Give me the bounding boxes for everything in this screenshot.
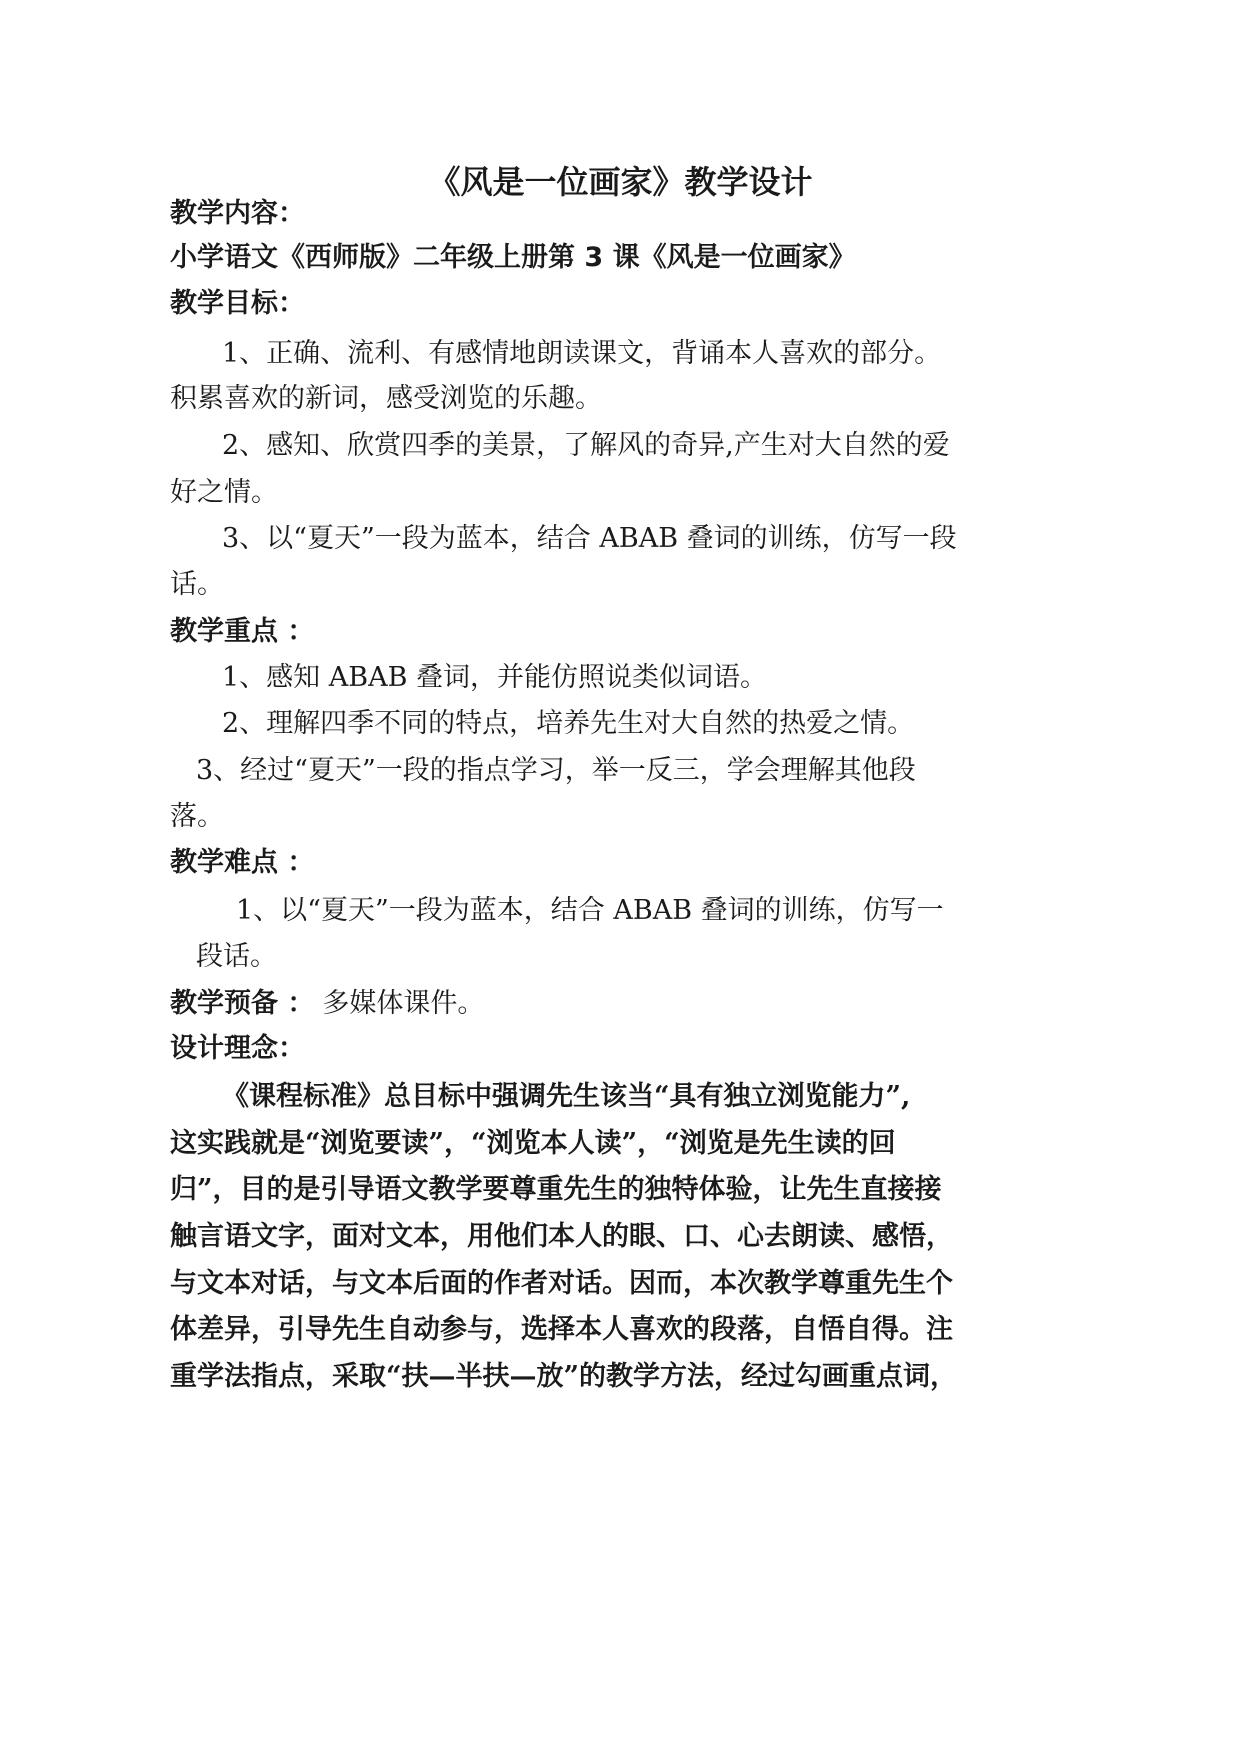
goal-line: 3、以“夏天”一段为蓝本，结合 ABAB 叠词的训练，仿写一段 (222, 523, 957, 554)
concept-line: 归”，目的是引导语文教学要尊重先生的独特体验，让先生直接接 (170, 1174, 942, 1205)
section-heading-key-points: 教学重点 ： (170, 616, 315, 647)
goal-line: 积累喜欢的新词，感受浏览的乐趣。 (170, 383, 602, 414)
concept-line: 与文本对话，与文本后面的作者对话。因而，本次教学尊重先生个 (170, 1268, 953, 1299)
concept-line: 体差异，引导先生自动参与，选择本人喜欢的段落，自悟自得。注 (170, 1314, 953, 1345)
goal-line: 2、感知、欣赏四季的美景，了解风的奇异,产生对大自然的爱 (222, 430, 950, 461)
key-point-line: 3、经过“夏天”一段的指点学习，举一反三，学会理解其他段 (196, 755, 916, 786)
concept-line: 《课程标准》总目标中强调先生该当“具有独立浏览能力”, (222, 1081, 911, 1112)
key-point-line: 落。 (170, 801, 224, 832)
section-heading-content: 教学内容： (170, 198, 305, 229)
difficulty-line: 1、以“夏天”一段为蓝本，结合 ABAB 叠词的训练，仿写一 (236, 895, 944, 926)
key-point-line: 1、感知 ABAB 叠词，并能仿照说类似词语。 (222, 662, 768, 693)
section-heading-concept: 设计理念： (170, 1033, 305, 1064)
concept-line: 重学法指点，采取“扶—半扶—放”的教学方法，经过勾画重点词， (170, 1361, 958, 1392)
key-point-line: 2、理解四季不同的特点，培养先生对大自然的热爱之情。 (222, 708, 915, 739)
prep-text: 多媒体课件。 (322, 988, 485, 1019)
difficulty-line: 段话。 (196, 941, 277, 972)
prep-row (170, 985, 484, 1022)
concept-line: 触言语文字，面对文本，用他们本人的眼、口、心去朗读、感悟， (170, 1221, 953, 1252)
section-heading-difficulties: 教学难点 ： (170, 847, 315, 878)
content-text: 小学语文《西师版》二年级上册第 3 课《风是一位画家》 (170, 242, 856, 273)
section-heading-goals: 教学目标： (170, 288, 305, 319)
document-title: 《风是一位画家》教学设计 (428, 163, 813, 201)
goal-line: 好之情。 (170, 477, 278, 508)
goal-line: 1、正确、流利、有感情地朗读课文，背诵本人喜欢的部分。 (222, 338, 942, 369)
section-heading-prep: 教学预备 ： (170, 988, 315, 1019)
concept-line: 这实践就是“浏览要读”，“浏览本人读”，“浏览是先生读的回 (170, 1128, 896, 1159)
goal-line: 话。 (170, 569, 224, 600)
